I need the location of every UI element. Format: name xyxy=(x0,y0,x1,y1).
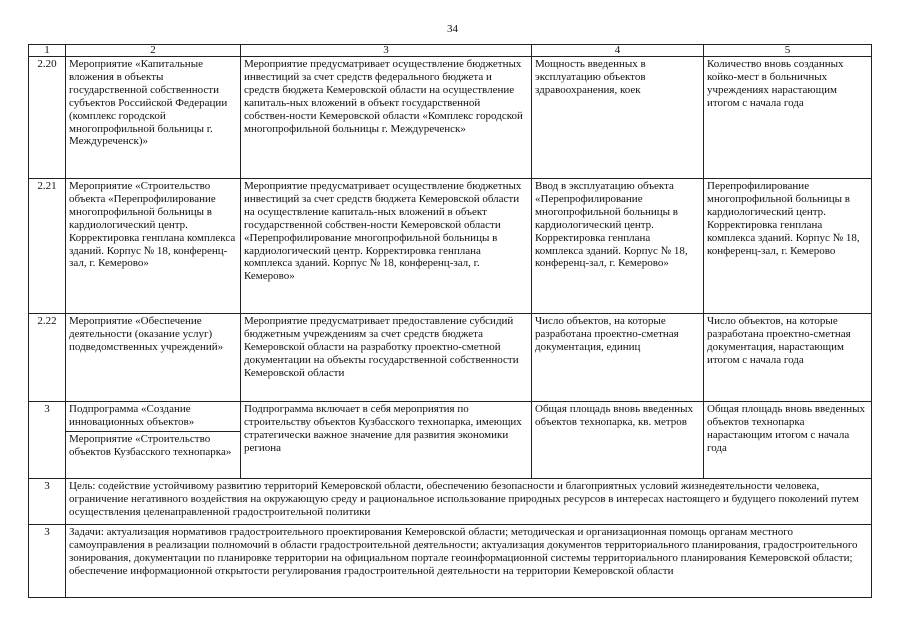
calculation-method: Число объектов, на которые разработана проектно-сметная документация, нарастающим итогом с начала года xyxy=(704,314,872,402)
column-header: 5 xyxy=(704,45,872,57)
subprogram-measure-name: Мероприятие «Строительство объектов Кузбасского технопарка» xyxy=(66,431,240,459)
row-number: 2.21 xyxy=(29,179,66,314)
table-row xyxy=(29,314,872,402)
calculation-method: Общая площадь вновь введенных объектов технопарка нарастающим итогом с начала года xyxy=(704,402,872,479)
subprogram-name: Подпрограмма «Создание инновационных объектов» xyxy=(69,403,195,428)
indicator: Общая площадь вновь введенных объектов технопарка, кв. метров xyxy=(532,402,704,479)
subprogram-cell xyxy=(66,402,241,479)
measure-description: Мероприятие предусматривает предоставление субсидий бюджетным учреждениям за счет средств бюджета Кемеровской области на разработку проектно-сметной документации на объекты государственной собственности Кемеровской области xyxy=(241,314,532,402)
goal-text: Цель: содействие устойчивому развитию территорий Кемеровской области, обеспечению безопасности и благоприятных условий жизнедеятельности человека, ограничение негативного воздействия на окружающую среду и рациональное использование природных ресурсов в интересах настоящего и будущего поколений путем осуществления целенаправленной градостроительной политики xyxy=(66,479,872,525)
tasks-text: Задачи: актуализация нормативов градостроительного проектирования Кемеровской области; методическая и организационная помощь органам местного самоуправления в реализации полномочий в области градостроительной деятельности; актуализация документов территориального планирования, градостроительного зонирования, документации по планировке территории на официальном портале геоинформационной системы территориального планирования Кемеровской области; обеспечение информационной открытости регулирования градостроительной деятельности на территории Кемеровской области xyxy=(66,525,872,598)
row-number: 2.22 xyxy=(29,314,66,402)
row-number: 2.20 xyxy=(29,57,66,179)
indicator: Мощность введенных в эксплуатацию объектов здравоохранения, коек xyxy=(532,57,704,179)
program-table xyxy=(28,44,872,598)
calculation-method: Количество вновь созданных койко-мест в больничных учреждениях нарастающим итогом с начала года xyxy=(704,57,872,179)
subprogram-description: Подпрограмма включает в себя мероприятия по строительству объектов Кузбасского технопарка, имеющих стратегически важное значение для развития экономики региона xyxy=(241,402,532,479)
indicator: Число объектов, на которые разработана проектно-сметная документация, единиц xyxy=(532,314,704,402)
column-header: 3 xyxy=(241,45,532,57)
indicator: Ввод в эксплуатацию объекта «Перепрофилирование многопрофильной больницы в кардиологический центр. Корректировка генплана комплекса зданий. Корпус № 18, конференц-зал, г. Кемерово» xyxy=(532,179,704,314)
measure-description: Мероприятие предусматривает осуществление бюджетных инвестиций за счет средств бюджета Кемеровской области на осуществление капиталь-ных вложений в объект государственной собствен-ности Кемеровской области «Перепрофилирование многопрофильной больницы в кардиологический центр. Корректировка генплана комплекса зданий. Корпус № 18, конференц-зал, г. Кемерово» xyxy=(241,179,532,314)
measure-description: Мероприятие предусматривает осуществление бюджетных инвестиций за счет средств федерального бюджета и средств бюджета Кемеровской области на осуществление капиталь-ных вложений в объект государственной собствен-ности Кемеровской области «Комплекс городской многопрофильной больницы г. Междуреченск» xyxy=(241,57,532,179)
row-number: 3 xyxy=(29,402,66,479)
subprogram-row xyxy=(29,402,872,479)
measure-name: Мероприятие «Капитальные вложения в объекты государственной собственности субъектов Российской Федерации (комплекс городской многопрофильной больницы г. Междуреченск)» xyxy=(66,57,241,179)
tasks-row xyxy=(29,525,872,598)
header-row xyxy=(29,45,872,57)
table-row xyxy=(29,57,872,179)
row-number: 3 xyxy=(29,525,66,598)
calculation-method: Перепрофилирование многопрофильной больницы в кардиологический центр. Корректировка генплана комплекса зданий. Корпус № 18, конференц-зал, г. Кемерово xyxy=(704,179,872,314)
column-header: 2 xyxy=(66,45,241,57)
goal-row xyxy=(29,479,872,525)
page-number: 34 xyxy=(447,23,458,35)
measure-name: Мероприятие «Обеспечение деятельности (оказание услуг) подведомственных учреждений» xyxy=(66,314,241,402)
column-header: 4 xyxy=(532,45,704,57)
table-row xyxy=(29,179,872,314)
measure-name: Мероприятие «Строительство объекта «Перепрофилирование многопрофильной больницы в кардиологический центр. Корректировка генплана комплекса зданий. Корпус № 18, конференц-зал, г. Кемерово» xyxy=(66,179,241,314)
row-number: 3 xyxy=(29,479,66,525)
column-header: 1 xyxy=(29,45,66,57)
